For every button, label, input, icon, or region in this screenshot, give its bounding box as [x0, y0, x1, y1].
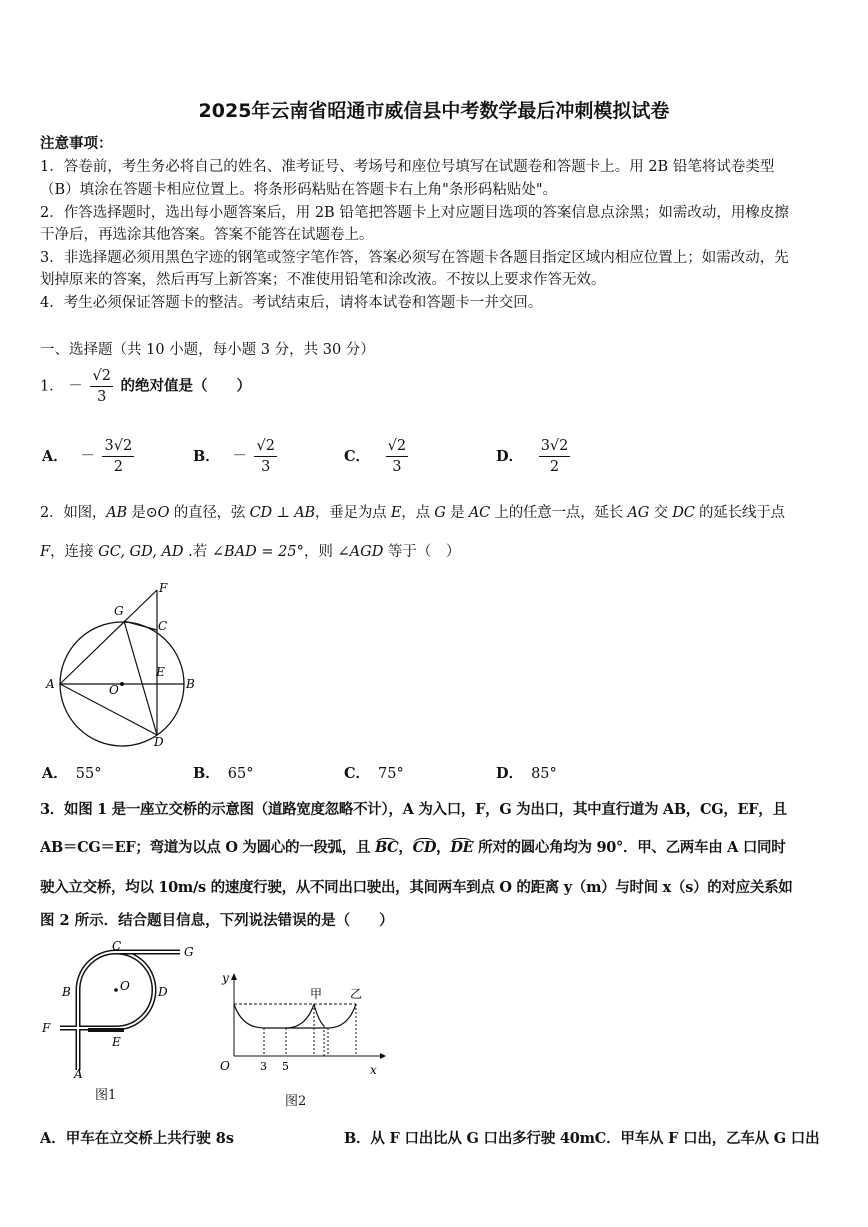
- road-inner: [60, 952, 154, 1070]
- distance-time-graph: [212, 970, 387, 1080]
- text: ，垂足为点: [314, 505, 391, 521]
- sign: －: [68, 378, 83, 395]
- q2-option-c[interactable]: [344, 762, 404, 783]
- notice-line: 干净后，再选涂其他答案。答案不能答在试题卷上。: [40, 227, 374, 243]
- arc-cd: CD: [412, 839, 437, 856]
- center-point: [120, 682, 124, 686]
- section-heading: 一、选择题（共 10 小题，每小题 3 分，共 30 分）: [40, 342, 375, 358]
- curve-jia: [234, 1004, 314, 1028]
- label-f: F: [159, 581, 168, 595]
- curve-jia-tail: [314, 1004, 324, 1026]
- notice-line: 2．作答选择题时，选出每小题答案后，用 2B 铅笔把答题卡上对应题目选项的答案信息点涂黑；如需改动，用橡皮擦: [40, 205, 789, 221]
- option-label: D．: [496, 765, 524, 782]
- math: E: [390, 505, 402, 521]
- label-b: B: [62, 985, 71, 999]
- label-a: A: [74, 1067, 83, 1080]
- figure-1-caption: 图1: [95, 1088, 117, 1103]
- notice-line: 1．答卷前，考生务必将自己的姓名、准考证号、考场号和座位号填写在试题卷和答题卡上。用 2B 铅笔将试卷类型: [40, 159, 775, 175]
- q1-option-a[interactable]: [42, 436, 137, 477]
- option-text: 75°: [378, 766, 404, 782]
- numerator: √2: [254, 436, 276, 457]
- line-agf: [60, 590, 157, 684]
- option-text: 65°: [227, 766, 254, 782]
- tick-label-3: 3: [260, 1060, 267, 1073]
- math: ∠AGD: [337, 544, 384, 560]
- text: ，连接: [50, 544, 99, 560]
- line-gc: [124, 621, 157, 630]
- arc-bc: BC: [374, 839, 399, 856]
- x-axis-arrow: [380, 1053, 386, 1059]
- fraction: [539, 436, 571, 477]
- q1-option-c[interactable]: [344, 436, 411, 477]
- circle-figure: [40, 578, 210, 750]
- question-3-line1: 3．如图 1 是一座立交桥的示意图（道路宽度忽略不计），A 为入口，F，G 为出口，其中直行道为 AB，CG，EF，且: [40, 801, 787, 818]
- fraction: [102, 436, 134, 477]
- road-outline: [60, 952, 154, 1070]
- q3-option-b[interactable]: B．从 F 口出比从 G 口出多行驶 40mC．甲车从 F 口出，乙车从 G 口出: [344, 1130, 820, 1147]
- option-text: 55°: [75, 766, 102, 782]
- q1-option-d[interactable]: [496, 436, 573, 477]
- math: O: [157, 505, 170, 521]
- page-title: 2025年云南省昭通市威信县中考数学最后冲刺模拟试卷: [198, 100, 670, 122]
- label-g: G: [184, 945, 194, 959]
- series-label-yi: 乙: [350, 987, 363, 1001]
- question-3-line3: 驶入立交桥，均以 10m/s 的速度行驶，从不同出口驶出，其间两车到点 O 的距离 y（m）与时间 x（s）的对应关系如: [40, 879, 793, 896]
- notice-line: 3．非选择题必须用黑色字迹的钢笔或签字笔作答，答案必须写在答题卡各题目指定区域内相应位置上；如需改动，先: [40, 250, 789, 266]
- sign: －: [232, 448, 247, 465]
- notice-line: 4．考生必须保证答题卡的整洁。考试结束后，请将本试卷和答题卡一并交回。: [40, 295, 543, 311]
- math: DC: [672, 505, 695, 521]
- text: AB＝CG＝EF；弯道为以点 O 为圆心的一段弧，且: [40, 839, 375, 856]
- label-g: G: [114, 604, 124, 618]
- math: CD ⊥ AB: [249, 505, 315, 521]
- question-2-line1: [40, 501, 785, 522]
- question-3-line2: AB＝CG＝EF；弯道为以点 O 为圆心的一段弧，且 BC，CD，DE 所对的圆心角均为 90°．甲、乙两车由 A 口同时: [40, 839, 786, 856]
- q2-option-d[interactable]: [496, 762, 557, 783]
- denominator: 2: [549, 459, 560, 475]
- numerator: √2: [90, 366, 112, 387]
- y-label: y: [222, 971, 229, 985]
- sign: －: [80, 448, 95, 465]
- label-c: C: [112, 940, 122, 953]
- option-label: D．: [496, 447, 524, 465]
- math: GC, GD, AD: [98, 544, 184, 560]
- text: .若: [183, 544, 212, 560]
- label-a: A: [46, 677, 55, 691]
- math: AB: [106, 505, 127, 521]
- text: 2．如图，: [40, 505, 107, 521]
- question-text: 的绝对值是（ ）: [120, 377, 252, 395]
- notice-line: 划掉原来的答案，然后再写上新答案；不准使用铅笔和涂改液。不按以上要求作答无效。: [40, 272, 606, 288]
- label-e: E: [112, 1035, 121, 1049]
- label-f: F: [42, 1021, 51, 1035]
- numerator: 3√2: [539, 436, 571, 457]
- notice-heading: 注意事项：: [40, 135, 113, 152]
- fraction: [90, 366, 112, 407]
- interchange-figure: [40, 940, 210, 1080]
- q3-option-a[interactable]: A．甲车在立交桥上共行驶 8s: [40, 1130, 235, 1147]
- text: 所对的圆心角均为 90°．甲、乙两车由 A 口同时: [473, 839, 786, 856]
- numerator: √2: [386, 436, 408, 457]
- math: ∠BAD = 25°: [211, 544, 304, 560]
- origin-label: O: [220, 1059, 230, 1073]
- math: F: [40, 544, 51, 560]
- series-label-jia: 甲: [310, 987, 323, 1001]
- text: 上的任意一点，延长: [489, 505, 628, 521]
- question-3-line4: 图 2 所示．结合题目信息，下列说法错误的是（ ）: [40, 912, 394, 929]
- tick-label-5: 5: [282, 1060, 289, 1073]
- denominator: 2: [113, 459, 123, 475]
- curve-yi: [286, 1004, 356, 1028]
- math: AC: [468, 505, 490, 521]
- option-label: C．: [344, 765, 371, 782]
- q2-option-a[interactable]: [42, 762, 101, 783]
- denominator: 3: [261, 459, 271, 475]
- fraction: [254, 436, 276, 477]
- denominator: 3: [392, 459, 402, 475]
- text: 是: [445, 505, 469, 521]
- text: 是⊙: [126, 505, 158, 521]
- fraction: [386, 436, 408, 477]
- question-2-line2: [40, 540, 460, 561]
- math: G: [434, 505, 446, 521]
- option-label: A．: [42, 447, 68, 465]
- text: ，则: [303, 544, 338, 560]
- question-number: 1．: [40, 378, 64, 395]
- numerator: 3√2: [102, 436, 134, 457]
- arc-de: DE: [450, 839, 474, 856]
- label-o: O: [109, 683, 119, 697]
- text: 等于（ ）: [383, 544, 461, 560]
- label-d: D: [154, 735, 164, 749]
- label-o: O: [120, 979, 130, 993]
- y-axis-arrow: [231, 973, 237, 980]
- label-d: D: [158, 985, 168, 999]
- option-label: B．: [193, 447, 220, 465]
- option-text: 85°: [531, 766, 557, 782]
- label-e: E: [156, 665, 165, 679]
- x-label: x: [370, 1063, 377, 1077]
- line-gd: [124, 621, 157, 735]
- text: 的直径，弦: [169, 505, 250, 521]
- option-label: C．: [344, 447, 371, 465]
- q1-option-b[interactable]: [193, 436, 280, 477]
- label-c: C: [158, 619, 168, 633]
- center-o: [114, 988, 118, 992]
- option-label: B．: [193, 765, 220, 782]
- option-label: A．: [42, 765, 68, 782]
- q2-option-b[interactable]: [193, 762, 253, 783]
- label-b: B: [186, 677, 195, 691]
- question-1: [40, 366, 251, 407]
- figure-2-caption: 图2: [285, 1094, 307, 1109]
- text: ，点: [401, 505, 435, 521]
- denominator: 3: [97, 389, 107, 405]
- text: 的延长线于点: [694, 505, 785, 521]
- text: 交: [649, 505, 673, 521]
- notice-line: （B）填涂在答题卡相应位置上。将条形码粘贴在答题卡右上角"条形码粘贴处"。: [40, 182, 557, 198]
- math: AG: [627, 505, 650, 521]
